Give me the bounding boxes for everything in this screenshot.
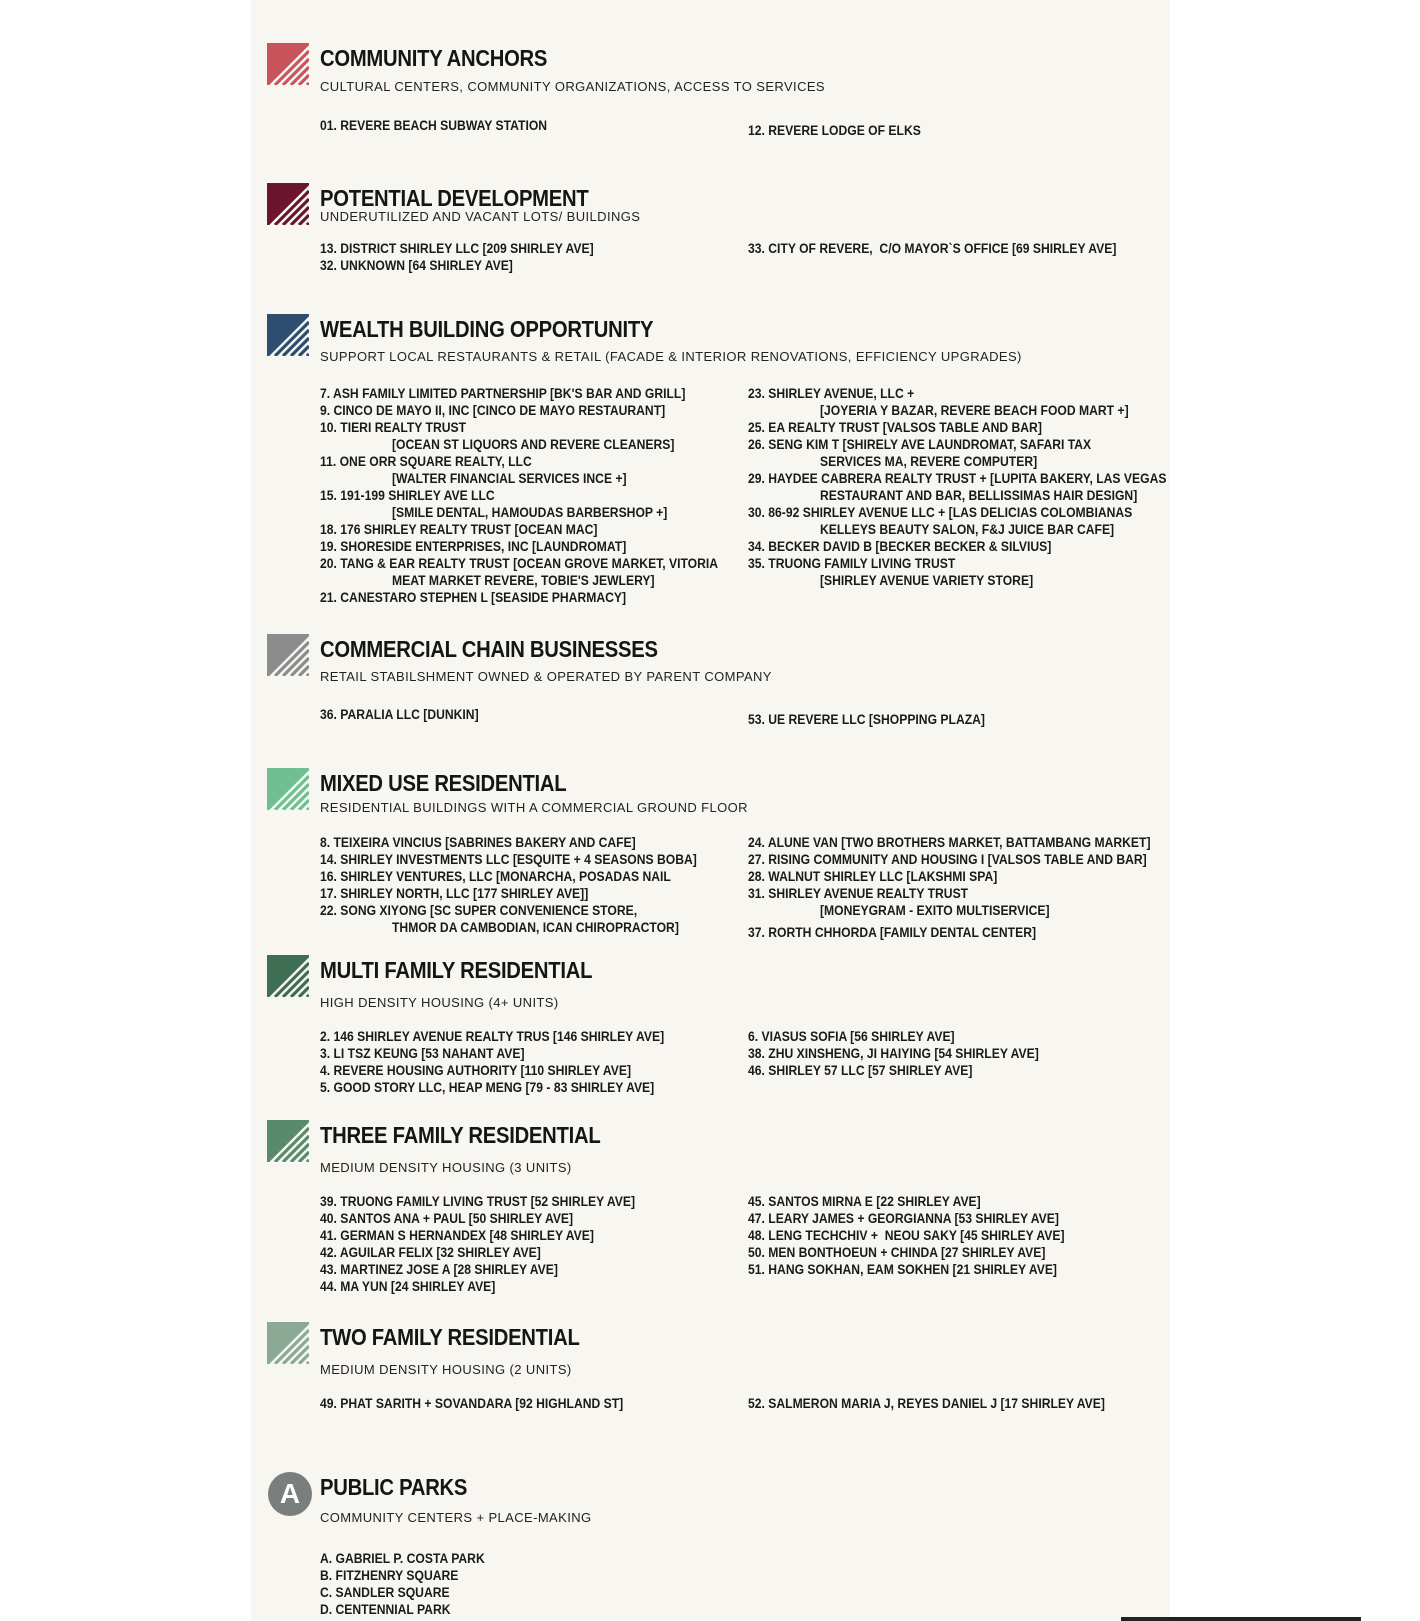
list-item: 34. BECKER DAVID B [BECKER BECKER & SILVIUS] (748, 539, 1052, 554)
list-item: 15. 191-199 SHIRLEY AVE LLC (320, 488, 495, 503)
list-item: 2. 146 SHIRLEY AVENUE REALTY TRUS [146 SHIRLEY AVE] (320, 1029, 665, 1044)
left-column (320, 1193, 635, 1295)
list-item: 38. ZHU XINSHENG, JI HAIYING [54 SHIRLEY AVE] (748, 1046, 1039, 1061)
right-column (748, 1028, 1039, 1079)
list-item: 50. MEN BONTHOEUN + CHINDA [27 SHIRLEY AVE] (748, 1245, 1046, 1260)
section-title: MIXED USE RESIDENTIAL (320, 770, 567, 796)
list-item: 53. UE REVERE LLC [SHOPPING PLAZA] (748, 712, 985, 727)
list-item: 49. PHAT SARITH + SOVANDARA [92 HIGHLAND ST] (320, 1396, 624, 1411)
list-item: 30. 86-92 SHIRLEY AVENUE LLC + [LAS DELICIAS COLOMBIANAS (748, 505, 1133, 520)
right-column (748, 711, 985, 728)
right-column (748, 385, 1166, 589)
list-item: 39. TRUONG FAMILY LIVING TRUST [52 SHIRLEY AVE] (320, 1194, 636, 1209)
section-title: POTENTIAL DEVELOPMENT (320, 185, 589, 211)
list-item: 17. SHIRLEY NORTH, LLC [177 SHIRLEY AVE]] (320, 886, 589, 901)
wealth-building-swatch-icon (267, 314, 309, 356)
list-item: 48. LENG TECHCHIV + NEOU SAKY [45 SHIRLEY AVE] (748, 1228, 1065, 1243)
list-item: 41. GERMAN S HERNANDEX [48 SHIRLEY AVE] (320, 1228, 594, 1243)
list-item: 36. PARALIA LLC [DUNKIN] (320, 707, 479, 722)
right-column (748, 1395, 1105, 1412)
list-item-continuation: RESTAURANT AND BAR, BELLISSIMAS HAIR DESIGN] (820, 488, 1138, 503)
list-item: 27. RISING COMMUNITY AND HOUSING I [VALSOS TABLE AND BAR] (748, 852, 1147, 867)
list-item: 5. GOOD STORY LLC, HEAP MENG [79 - 83 SHIRLEY AVE] (320, 1080, 655, 1095)
list-item: 51. HANG SOKHAN, EAM SOKHEN [21 SHIRLEY AVE] (748, 1262, 1057, 1277)
commercial-chain-swatch-icon (267, 634, 309, 676)
list-item: 31. SHIRLEY AVENUE REALTY TRUST (748, 886, 969, 901)
section-subtitle: RESIDENTIAL BUILDINGS WITH A COMMERCIAL GROUND FLOOR (320, 800, 748, 815)
list-item-continuation: SERVICES MA, REVERE COMPUTER] (820, 454, 1038, 469)
mixed-use-swatch-icon (267, 768, 309, 810)
section-subtitle: HIGH DENSITY HOUSING (4+ UNITS) (320, 995, 559, 1010)
legend-panel (251, 0, 1170, 1620)
list-item: 43. MARTINEZ JOSE A [28 SHIRLEY AVE] (320, 1262, 558, 1277)
list-item: 45. SANTOS MIRNA E [22 SHIRLEY AVE] (748, 1194, 981, 1209)
left-column (320, 117, 547, 134)
list-item: 13. DISTRICT SHIRLEY LLC [209 SHIRLEY AVE] (320, 241, 594, 256)
list-item-continuation: [JOYERIA Y BAZAR, REVERE BEACH FOOD MART +] (820, 403, 1129, 418)
list-item: 18. 176 SHIRLEY REALTY TRUST [OCEAN MAC] (320, 522, 598, 537)
list-item: 46. SHIRLEY 57 LLC [57 SHIRLEY AVE] (748, 1063, 973, 1078)
three-family-swatch-icon (267, 1120, 309, 1162)
list-item: 33. CITY OF REVERE, C/O MAYOR`S OFFICE [69 SHIRLEY AVE] (748, 241, 1117, 256)
list-item: 23. SHIRLEY AVENUE, LLC + (748, 386, 915, 401)
section-title: MULTI FAMILY RESIDENTIAL (320, 957, 593, 983)
list-item: 7. ASH FAMILY LIMITED PARTNERSHIP [BK'S BAR AND GRILL] (320, 386, 686, 401)
section-subtitle: UNDERUTILIZED AND VACANT LOTS/ BUILDINGS (320, 209, 641, 224)
list-item-continuation: [OCEAN ST LIQUORS AND REVERE CLEANERS] (392, 437, 675, 452)
right-column (748, 834, 1151, 941)
section-title: THREE FAMILY RESIDENTIAL (320, 1122, 601, 1148)
list-item: 20. TANG & EAR REALTY TRUST [OCEAN GROVE MARKET, VITORIA (320, 556, 719, 571)
list-item: 6. VIASUS SOFIA [56 SHIRLEY AVE] (748, 1029, 955, 1044)
list-item: 44. MA YUN [24 SHIRLEY AVE] (320, 1279, 496, 1294)
list-item: A. GABRIEL P. COSTA PARK (320, 1551, 485, 1566)
list-item-continuation: [WALTER FINANCIAL SERVICES INCE +] (392, 471, 627, 486)
list-item: C. SANDLER SQUARE (320, 1585, 450, 1600)
list-item-continuation: THMOR DA CAMBODIAN, ICAN CHIROPRACTOR] (392, 920, 679, 935)
section-title: COMMUNITY ANCHORS (320, 45, 548, 71)
list-item: 10. TIERI REALTY TRUST (320, 420, 467, 435)
list-item: B. FITZHENRY SQUARE (320, 1568, 459, 1583)
left-column (320, 1395, 623, 1412)
section-subtitle: RETAIL STABILSHMENT OWNED & OPERATED BY PARENT COMPANY (320, 669, 772, 684)
left-column (320, 385, 718, 606)
section-subtitle: SUPPORT LOCAL RESTAURANTS & RETAIL (FACADE & INTERIOR RENOVATIONS, EFFICIENCY UPGRADES) (320, 349, 1022, 364)
two-family-swatch-icon (267, 1322, 309, 1364)
list-item: 35. TRUONG FAMILY LIVING TRUST (748, 556, 956, 571)
section-title: PUBLIC PARKS (320, 1474, 468, 1500)
list-item: 40. SANTOS ANA + PAUL [50 SHIRLEY AVE] (320, 1211, 574, 1226)
left-column (320, 1028, 664, 1096)
section-subtitle: CULTURAL CENTERS, COMMUNITY ORGANIZATIONS, ACCESS TO SERVICES (320, 79, 825, 94)
section-subtitle: COMMUNITY CENTERS + PLACE-MAKING (320, 1510, 592, 1525)
list-item-continuation: MEAT MARKET REVERE, TOBIE'S JEWLERY] (392, 573, 655, 588)
list-item: 21. CANESTARO STEPHEN L [SEASIDE PHARMACY] (320, 590, 627, 605)
list-item: 9. CINCO DE MAYO II, INC [CINCO DE MAYO RESTAURANT] (320, 403, 666, 418)
left-column (320, 240, 594, 274)
park-badge-icon: A (268, 1472, 312, 1516)
list-item: 01. REVERE BEACH SUBWAY STATION (320, 118, 548, 133)
left-column (320, 834, 697, 936)
list-item-continuation: KELLEYS BEAUTY SALON, F&J JUICE BAR CAFE] (820, 522, 1115, 537)
list-item-continuation: [MONEYGRAM - EXITO MULTISERVICE] (820, 903, 1050, 918)
section-title: WEALTH BUILDING OPPORTUNITY (320, 316, 654, 342)
list-item: 19. SHORESIDE ENTERPRISES, INC [LAUNDROMAT] (320, 539, 627, 554)
list-item: 22. SONG XIYONG [SC SUPER CONVENIENCE STORE, (320, 903, 638, 918)
right-column (748, 1193, 1065, 1278)
list-item: 37. RORTH CHHORDA [FAMILY DENTAL CENTER] (748, 925, 1037, 940)
list-item: 47. LEARY JAMES + GEORGIANNA [53 SHIRLEY AVE] (748, 1211, 1059, 1226)
community-anchors-swatch-icon (267, 43, 309, 85)
right-column (748, 122, 921, 139)
list-item: D. CENTENNIAL PARK (320, 1602, 451, 1617)
list-item-continuation: [SMILE DENTAL, HAMOUDAS BARBERSHOP +] (392, 505, 668, 520)
list-item: 11. ONE ORR SQUARE REALTY, LLC (320, 454, 532, 469)
section-title: COMMERCIAL CHAIN BUSINESSES (320, 636, 658, 662)
section-subtitle: MEDIUM DENSITY HOUSING (2 UNITS) (320, 1362, 572, 1377)
list-item-continuation: [SHIRLEY AVENUE VARIETY STORE] (820, 573, 1034, 588)
list-item: 26. SENG KIM T [SHIRELY AVE LAUNDROMAT, SAFARI TAX (748, 437, 1092, 452)
parks-list (320, 1550, 485, 1618)
multi-family-swatch-icon (267, 955, 309, 997)
right-column (748, 240, 1116, 257)
list-item: 28. WALNUT SHIRLEY LLC [LAKSHMI SPA] (748, 869, 998, 884)
list-item: 4. REVERE HOUSING AUTHORITY [110 SHIRLEY AVE] (320, 1063, 632, 1078)
list-item: 8. TEIXEIRA VINCIUS [SABRINES BAKERY AND CAFE] (320, 835, 636, 850)
list-item: 12. REVERE LODGE OF ELKS (748, 123, 921, 138)
list-item: 32. UNKNOWN [64 SHIRLEY AVE] (320, 258, 513, 273)
potential-development-swatch-icon (267, 183, 309, 225)
cropped-graphic-edge (1121, 1617, 1361, 1621)
section-subtitle: MEDIUM DENSITY HOUSING (3 UNITS) (320, 1160, 572, 1175)
list-item: 29. HAYDEE CABRERA REALTY TRUST + [LUPITA BAKERY, LAS VEGAS (748, 471, 1167, 486)
list-item: 14. SHIRLEY INVESTMENTS LLC [ESQUITE + 4 SEASONS BOBA] (320, 852, 697, 867)
list-item: 24. ALUNE VAN [TWO BROTHERS MARKET, BATTAMBANG MARKET] (748, 835, 1151, 850)
list-item: 16. SHIRLEY VENTURES, LLC [MONARCHA, POSADAS NAIL (320, 869, 671, 884)
list-item: 25. EA REALTY TRUST [VALSOS TABLE AND BAR] (748, 420, 1042, 435)
left-column (320, 706, 479, 723)
list-item: 3. LI TSZ KEUNG [53 NAHANT AVE] (320, 1046, 525, 1061)
section-title: TWO FAMILY RESIDENTIAL (320, 1324, 580, 1350)
list-item: 42. AGUILAR FELIX [32 SHIRLEY AVE] (320, 1245, 541, 1260)
list-item: 52. SALMERON MARIA J, REYES DANIEL J [17 SHIRLEY AVE] (748, 1396, 1105, 1411)
